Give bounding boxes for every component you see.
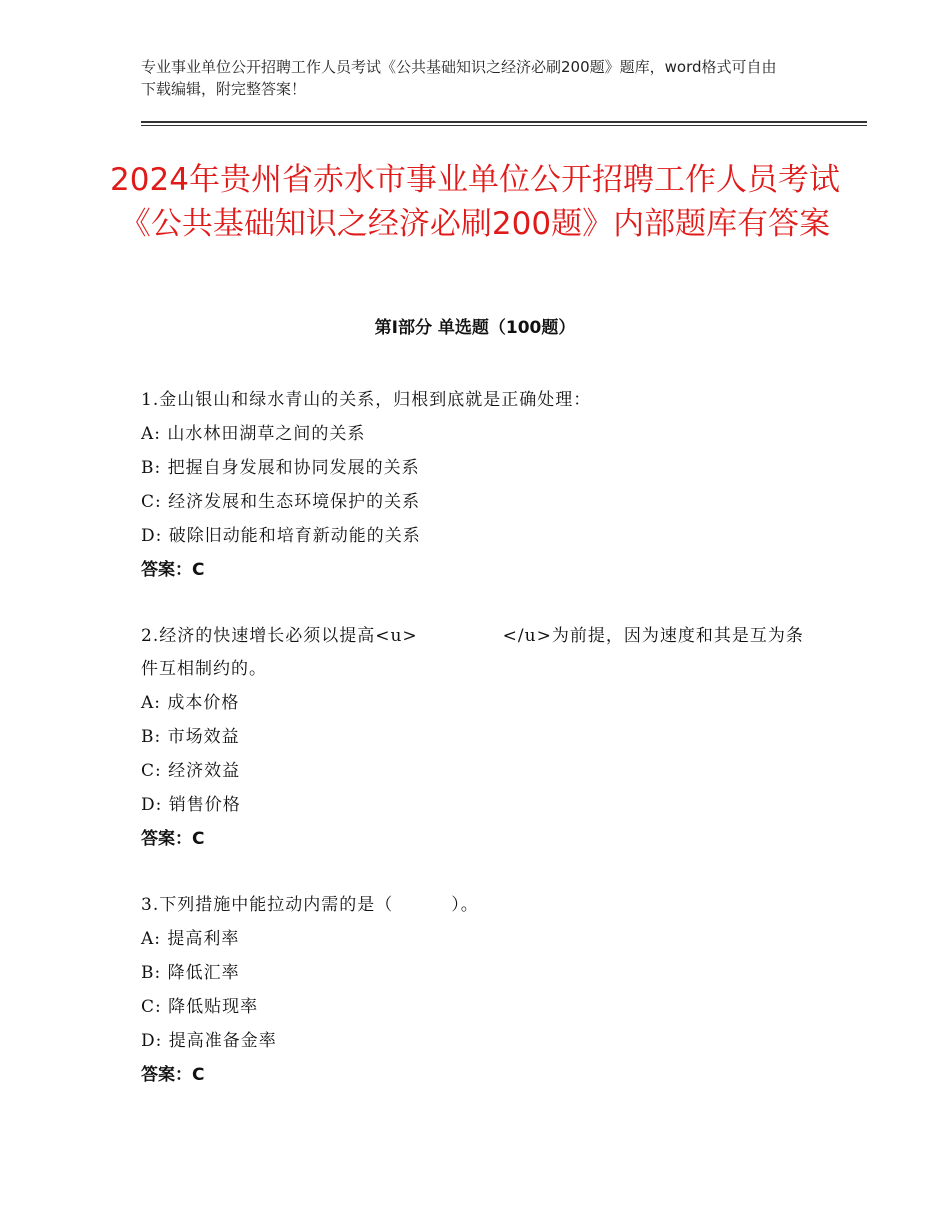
question-stem-text: 2.经济的快速增长必须以提高<u> [141, 626, 418, 646]
question-stem [141, 384, 821, 417]
option-c: C: 经济效益 [141, 761, 241, 781]
option-b: B: 市场效益 [141, 727, 240, 747]
question-stem-text-end: ）。 [451, 895, 479, 915]
option-b: B: 把握自身发展和协同发展的关系 [141, 458, 420, 478]
question-stem-text-end: </u>为前提，因为速度和其是互为条件互相制约的。 [141, 626, 804, 679]
option-a: A: 提高利率 [141, 929, 240, 949]
question-3 [141, 889, 821, 1093]
option-c: C: 经济发展和生态环境保护的关系 [141, 492, 421, 512]
answer: 答案：C [141, 829, 205, 849]
question-stem [141, 620, 821, 686]
option-c: C: 降低贴现率 [141, 997, 259, 1017]
answer: 答案：C [141, 560, 205, 580]
question-list [141, 384, 821, 1125]
option-d: D: 提高准备金率 [141, 1031, 277, 1051]
header-note: 专业事业单位公开招聘工作人员考试《公共基础知识之经济必刷200题》题库，word格式可自由下载编辑，附完整答案！ [141, 58, 777, 98]
question-stem [141, 889, 821, 922]
option-d: D: 销售价格 [141, 795, 241, 815]
question-stem-text: 1.金山银山和绿水青山的关系，归根到底就是正确处理： [141, 390, 592, 410]
option-b: B: 降低汇率 [141, 963, 240, 983]
header-divider [141, 121, 867, 126]
option-d: D: 破除旧动能和培育新动能的关系 [141, 526, 421, 546]
question-1 [141, 384, 821, 588]
section-title: 第Ⅰ部分 单选题（100题） [374, 318, 576, 338]
option-a: A: 山水林田湖草之间的关系 [141, 424, 366, 444]
question-2 [141, 620, 821, 857]
option-a: A: 成本价格 [141, 693, 240, 713]
document-title: 2024年贵州省赤水市事业单位公开招聘工作人员考试《公共基础知识之经济必刷200题》内部题库有答案 [110, 162, 840, 242]
answer: 答案：C [141, 1065, 205, 1085]
question-stem-text: 3.下列措施中能拉动内需的是（ [141, 895, 394, 915]
